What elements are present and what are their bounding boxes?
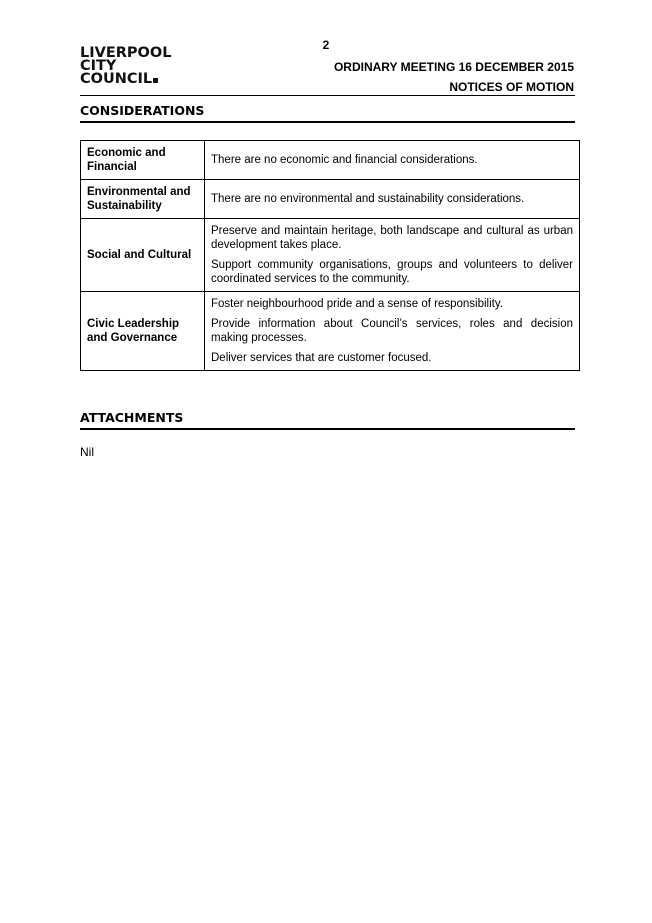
table-row — [81, 292, 580, 371]
row-paragraph: Support community organisations, groups and volunteers to deliver coordinated services to the community. — [211, 259, 573, 285]
row-label: Social and Cultural — [81, 219, 205, 292]
meeting-title: ORDINARY MEETING 16 DECEMBER 2015 — [333, 60, 574, 74]
logo-line-2: CITY — [80, 58, 117, 74]
attachments-heading: ATTACHMENTS — [80, 410, 575, 430]
row-paragraph: Preserve and maintain heritage, both landscape and cultural as urban development takes place. — [211, 225, 573, 251]
row-label: Environmental and Sustainability — [81, 180, 205, 219]
table-row — [81, 141, 580, 180]
row-paragraph: Provide information about Council’s services, roles and decision making processes. — [211, 318, 573, 344]
row-paragraph: There are no environmental and sustainability considerations. — [211, 193, 525, 205]
considerations-table — [80, 140, 580, 371]
row-text — [205, 292, 580, 371]
table-row — [81, 219, 580, 292]
row-label: Civic Leadership and Governance — [81, 292, 205, 371]
row-paragraph: Foster neighbourhood pride and a sense of responsibility. — [211, 298, 503, 310]
row-paragraph: There are no economic and financial considerations. — [211, 154, 478, 166]
table-row — [81, 180, 580, 219]
row-text — [205, 219, 580, 292]
attachments-text: Nil — [80, 445, 94, 459]
logo-line-1: LIVERPOOL — [80, 45, 172, 61]
logo-line-3: COUNCIL — [80, 73, 171, 86]
council-logo — [80, 47, 171, 86]
row-paragraph: Deliver services that are customer focused. — [211, 352, 432, 364]
section-name: NOTICES OF MOTION — [449, 80, 574, 94]
header-divider — [80, 95, 575, 96]
logo-dot-icon — [153, 78, 158, 83]
row-text — [205, 141, 580, 180]
row-text — [205, 180, 580, 219]
page-number: 2 — [322, 38, 330, 52]
row-label: Economic and Financial — [81, 141, 205, 180]
considerations-heading: CONSIDERATIONS — [80, 103, 575, 123]
